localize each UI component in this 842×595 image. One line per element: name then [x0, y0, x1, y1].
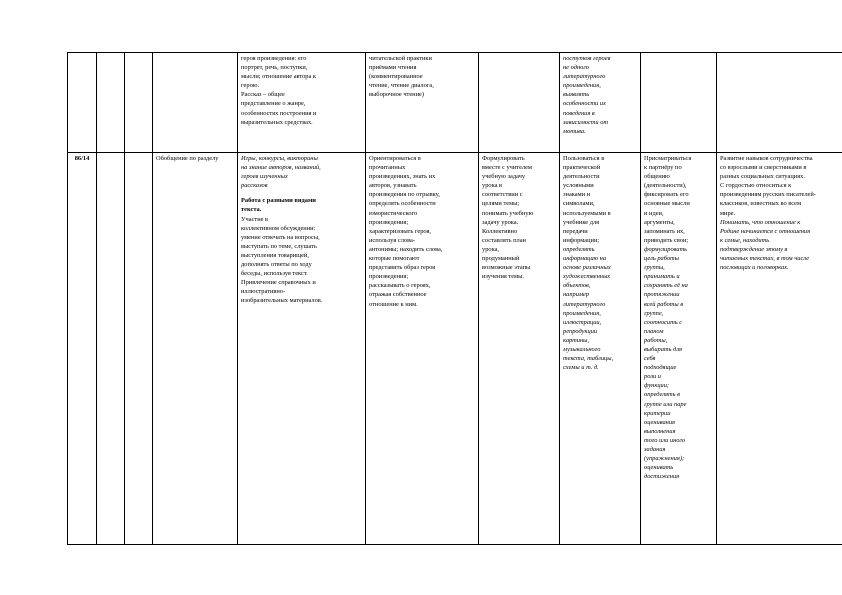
text-line: объектов,: [563, 282, 591, 290]
text-line: Родине начинается с отношения: [720, 227, 811, 235]
text-line: того или иного: [644, 436, 686, 444]
text-line: функции;: [644, 382, 670, 390]
text-line: художественных: [563, 273, 611, 281]
text-line: иллюстративно-: [241, 288, 286, 296]
text-line: Развитие навыков сотрудничества: [720, 155, 813, 162]
text-line: сохранять её на: [644, 282, 688, 290]
text-line: основные мысли: [644, 200, 690, 208]
text-line: Игры, конкурсы, викторины: [241, 155, 318, 162]
text-line: себя: [644, 355, 656, 363]
cell-activities-row2: [366, 153, 479, 545]
text-line: определять: [563, 245, 595, 253]
text-line: Присматриваться: [644, 155, 692, 162]
text-line: урока,: [482, 245, 500, 253]
text-line: рассказывать о героях,: [369, 282, 431, 290]
text-line: особенностях построения и: [241, 109, 317, 117]
text-line: репродукции: [563, 327, 598, 335]
text-line: произведениях, знать их: [369, 173, 436, 181]
text-line: практической: [563, 164, 601, 172]
text-line: составлять план: [482, 236, 526, 244]
text-line: дополнять ответы по ходу: [241, 261, 312, 269]
cell-activities-row1: [366, 53, 479, 153]
text-line: со взрослыми и сверстниками в: [720, 164, 807, 172]
text-line: поведения в: [563, 109, 595, 117]
text-line: (упражнения);: [644, 455, 685, 463]
text-line: оценивать: [644, 464, 674, 472]
text-line: изучения темы.: [482, 273, 524, 281]
lesson-topic: Обобщение по разделу: [153, 153, 238, 545]
text-line: всей работы в: [644, 300, 684, 308]
text-line: продуманный: [482, 255, 520, 263]
text-line: роли и: [644, 373, 662, 381]
text-line: группы,: [644, 264, 665, 272]
text-line: вместе с учителем: [482, 164, 532, 172]
text-line: используемыми в: [563, 209, 611, 217]
text-line: группе,: [644, 309, 664, 317]
text-line: достижения: [644, 473, 680, 481]
text-line: отражая собственное: [369, 291, 427, 299]
text-line: читаемых текстах, в том числе: [720, 255, 810, 263]
text-line: критерии: [644, 409, 671, 417]
cell-communicative-row1: [641, 53, 717, 153]
cell-date1-row1: [97, 53, 125, 153]
text-line: Привлечение справочных и: [241, 279, 316, 287]
text-line: понимать учебную: [482, 209, 534, 217]
text-line: Коллективно: [482, 227, 518, 235]
text-line: беседы, используя текст.: [241, 270, 308, 278]
text-line: произведения по отрывку,: [369, 191, 440, 199]
cell-cognitive-row1: [560, 53, 641, 153]
text-line: рассказов: [241, 182, 268, 190]
text-line: (комментированное: [369, 73, 423, 81]
cell-date1-row2: [97, 153, 125, 545]
text-line: (деятельности),: [644, 182, 687, 190]
text-line: на знание авторов, названий,: [241, 164, 321, 172]
text-line: отношение к ним.: [369, 300, 418, 308]
text-line: учебную задачу: [482, 173, 526, 181]
text-line: информации;: [563, 236, 600, 244]
lesson-number: 86/14: [68, 153, 97, 545]
text-line: принимать и: [644, 273, 680, 281]
text-line: учебнике для: [563, 218, 600, 226]
text-line: группе или паре: [644, 400, 687, 408]
text-line: возможные этапы: [482, 264, 531, 272]
text-line: используя слова-: [369, 236, 415, 244]
lesson-plan-table: [67, 52, 842, 545]
text-line: разных социальных ситуациях.: [720, 173, 805, 181]
text-line: особенности их: [563, 100, 606, 108]
table-row: [68, 53, 842, 153]
text-line: задания: [644, 446, 666, 453]
text-line: Работа с разными видами: [241, 197, 316, 205]
text-line: произведения,: [563, 309, 601, 317]
text-line: к семье, находить: [720, 236, 770, 244]
text-line: произведения;: [369, 273, 409, 281]
text-line: прочитанных: [369, 164, 406, 172]
text-line: текста.: [241, 206, 262, 214]
cell-date2-row2: [125, 153, 153, 545]
text-line: поступков героев: [563, 55, 611, 62]
cell-personal-row1: [717, 53, 842, 153]
text-line: планом: [644, 327, 664, 335]
text-line: соотносить с: [644, 318, 683, 326]
text-line: фиксировать его: [644, 191, 689, 199]
text-line: условными: [563, 182, 594, 190]
text-line: произведениям русских писателей-: [720, 191, 816, 199]
text-line: передачи: [563, 227, 588, 235]
text-line: произведения;: [369, 218, 409, 226]
cell-date2-row1: [125, 53, 153, 153]
text-line: приёмами чтения: [369, 64, 417, 72]
text-line: например: [563, 291, 590, 299]
text-line: Пользоваться в: [563, 155, 605, 162]
text-line: представить образ героя: [369, 264, 436, 272]
text-line: работы,: [644, 336, 668, 344]
text-line: выступления товарищей,: [241, 251, 309, 259]
text-line: и идеи,: [644, 209, 664, 217]
text-line: определять особенности: [369, 200, 436, 208]
text-line: антонимы; находить слова,: [369, 245, 443, 253]
text-line: подходящие: [644, 364, 677, 372]
text-line: выразительных средствах.: [241, 118, 313, 126]
text-line: знаками и: [563, 191, 591, 199]
table-row: [68, 153, 842, 545]
text-line: к партнёру по: [644, 164, 682, 172]
text-line: формулировать: [644, 245, 688, 253]
text-line: соответствии с: [482, 191, 523, 199]
text-line: читательской практики: [369, 55, 432, 62]
text-line: целями темы;: [482, 200, 520, 208]
text-line: картины,: [563, 336, 590, 344]
text-line: зависимости от: [563, 118, 609, 126]
text-line: авторов, узнавать: [369, 182, 417, 190]
text-line: мысли; отношение автора к: [241, 73, 317, 81]
cell-regulative-row1: [479, 53, 560, 153]
text-line: Понимать, что отношение к: [720, 218, 801, 226]
text-line: литературного: [563, 73, 606, 81]
text-line: оценивания: [644, 418, 676, 426]
text-line: представление о жанре,: [241, 100, 306, 108]
cell-content-row1: [238, 53, 366, 153]
text-line: коллективном обсуждении:: [241, 224, 316, 232]
text-line: мире.: [720, 209, 736, 217]
text-line: общению: [644, 173, 670, 181]
cell-cognitive-row2: [560, 153, 641, 545]
text-line: текста, таблицы,: [563, 355, 614, 363]
text-line: определять в: [644, 391, 680, 399]
text-line: Ориентироваться в: [369, 155, 421, 162]
text-line: информацию на: [563, 255, 607, 263]
text-line: задачу урока.: [482, 218, 519, 226]
text-line: музыкального: [563, 345, 601, 353]
text-line: характеризовать героя,: [369, 227, 432, 235]
cell-communicative-row2: [641, 153, 717, 545]
text-line: классиков, известных во всем: [720, 200, 802, 208]
text-line: урока в: [482, 182, 503, 190]
text-line: иллюстрации,: [563, 318, 602, 326]
text-line: Участие в: [241, 215, 269, 223]
text-line: приводить свои;: [644, 236, 689, 244]
text-line: выборочное чтение): [369, 91, 424, 99]
text-line: герою.: [241, 82, 260, 90]
text-line: подтверждение этому в: [720, 245, 788, 253]
cell-topic-row1: [153, 53, 238, 153]
text-line: пословицах и поговорках.: [720, 264, 789, 272]
text-line: выступать по теме, слушать: [241, 242, 317, 250]
text-line: не одного: [563, 64, 590, 72]
cell-regulative-row2: [479, 153, 560, 545]
text-line: героев изученных: [241, 173, 288, 181]
text-line: которые помогают: [369, 255, 420, 263]
text-line: чтение, чтение диалога,: [369, 82, 434, 90]
text-line: произведения,: [563, 82, 601, 90]
text-line: С гордостью относиться к: [720, 182, 792, 190]
text-line: схемы и т. д.: [563, 364, 599, 372]
cell-personal-row2: [717, 153, 842, 545]
text-line: изобразительных материалов.: [241, 297, 323, 305]
text-line: основе различных: [563, 264, 611, 272]
text-line: выявлять: [563, 91, 590, 99]
text-line: протяжении: [644, 291, 680, 299]
text-line: умение отвечать на вопросы,: [241, 233, 320, 241]
text-line: литературного: [563, 300, 606, 308]
text-line: героя произведения: его: [241, 55, 307, 62]
text-line: запоминать их,: [644, 227, 685, 235]
text-line: выполнения: [644, 427, 676, 435]
text-line: мотива.: [563, 127, 586, 135]
text-line: Формулировать: [482, 155, 525, 162]
text-line: портрет, речь, поступки,: [241, 64, 308, 72]
cell-content-row2: [238, 153, 366, 545]
text-line: выбирать для: [644, 345, 683, 353]
text-line: символами,: [563, 200, 595, 208]
text-line: юмористического: [369, 209, 418, 217]
text-line: Рассказ – общее: [241, 91, 285, 99]
text-line: цель работы: [644, 255, 679, 263]
cell-number-row1: [68, 53, 97, 153]
text-line: аргументы,: [644, 218, 675, 226]
text-line: деятельности: [563, 173, 600, 181]
